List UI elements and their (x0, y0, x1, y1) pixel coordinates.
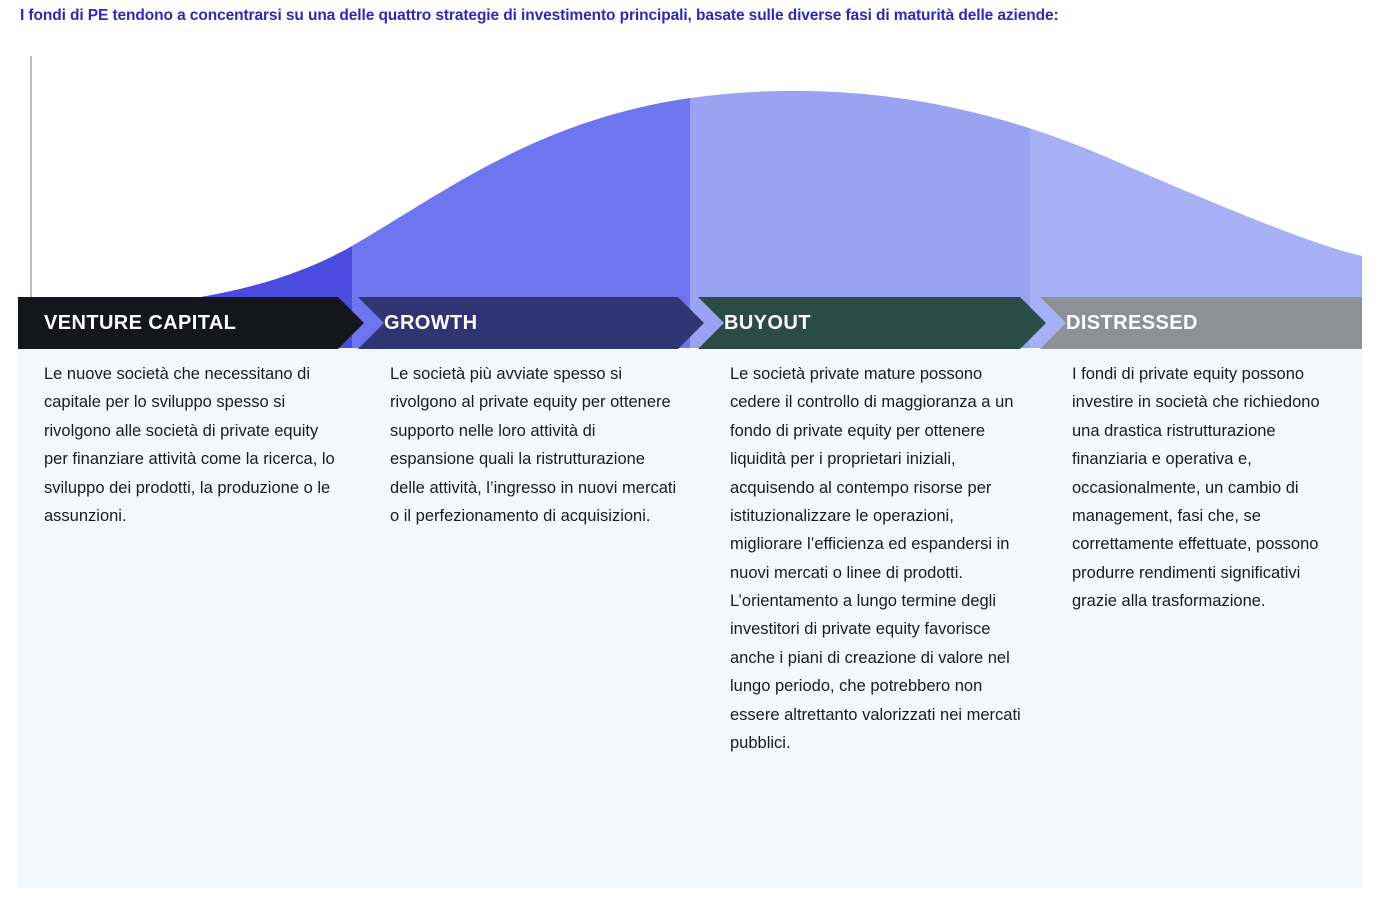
stage-banner-label-distressed: DISTRESSED (1066, 311, 1198, 334)
stage-banner-label-venture-capital: VENTURE CAPITAL (44, 311, 237, 334)
stage-banner-venture-capital[interactable] (18, 297, 364, 349)
chevron-shape-distressed-icon (1040, 297, 1362, 349)
stage-description-growth (390, 360, 680, 530)
stage-description-buyout (730, 360, 1022, 757)
stage-banner-growth[interactable] (358, 297, 704, 349)
stage-descriptions (18, 360, 1362, 880)
stage-banner-label-buyout: BUYOUT (724, 311, 811, 334)
stage-description-venture-capital (44, 360, 344, 530)
chevron-shape-growth-icon (358, 297, 704, 349)
stage-banner-label-growth: GROWTH (384, 311, 478, 334)
stage-description-text-buyout: Le società private mature possono cedere il controllo di maggioranza a un fondo di private equity per ottenere liquidità per i proprietari iniziali, acquisendo al contempo risorse per istituzionalizzare le operazioni, migliorare l’efficienza ed espandersi in nuovi mercati o linee di prodotti. L’orientamento a lungo termine degli investitori di private equity favorisce anche i piani di creazione di valore nel lungo periodo, che potrebbero non essere altrettanto valorizzati nei mercati pubblici. (730, 365, 1021, 752)
chevron-shape-venture-icon (18, 297, 364, 349)
stage-banner-buyout[interactable] (698, 297, 1046, 349)
stage-description-text-distressed: I fondi di private equity possono investire in società che richiedono una drastica ristrutturazione finanziaria e operativa e, occasionalmente, un cambio di management, fasi che, se correttamente effettuate, possono produrre rendimenti significativi grazie alla trasformazione. (1072, 365, 1320, 610)
stage-description-text-growth: Le società più avviate spesso si rivolgono al private equity per ottenere supporto nelle loro attività di espansione quali la ristrutturazione delle attività, l’ingresso in nuovi mercati o il perfezionamento di acquisizioni. (390, 365, 677, 525)
stage-banner-row (18, 297, 1362, 349)
page-title: I fondi di PE tendono a concentrarsi su una delle quattro strategie di investimento principali, basate sulle diverse fasi di maturità delle aziende: (20, 7, 1059, 24)
stage-description-text-venture-capital: Le nuove società che necessitano di capitale per lo sviluppo spesso si rivolgono alle società di private equity per finanziare attività come la ricerca, lo sviluppo dei prodotti, la produzione o le assunzioni. (44, 365, 335, 525)
chevron-shape-buyout-icon (698, 297, 1046, 349)
stage-banner-distressed[interactable] (1040, 297, 1362, 349)
stage-description-distressed (1072, 360, 1342, 615)
